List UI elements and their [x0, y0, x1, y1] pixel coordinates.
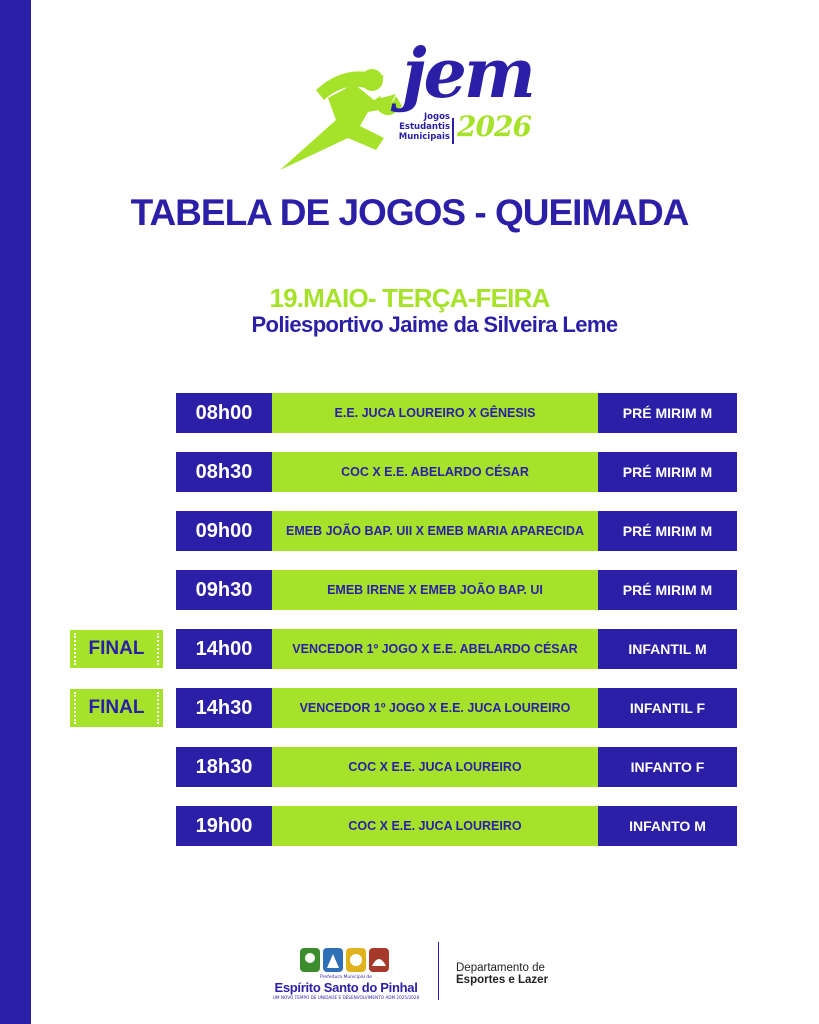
game-match: EMEB IRENE X EMEB JOÃO BAP. UI: [272, 570, 598, 610]
logo-subtitle: [384, 112, 450, 142]
game-category: PRÉ MIRIM M: [598, 511, 737, 551]
table-row: [176, 806, 737, 846]
game-match: COC X E.E. JUCA LOUREIRO: [272, 747, 598, 787]
game-time: 14h30: [176, 688, 272, 728]
footer-prefeitura: Prefeitura Municipal de: [320, 975, 372, 980]
table-row: [176, 452, 737, 492]
game-category: INFANTO M: [598, 806, 737, 846]
logo-divider: [452, 118, 454, 144]
game-category: PRÉ MIRIM M: [598, 452, 737, 492]
game-match: COC X E.E. JUCA LOUREIRO: [272, 806, 598, 846]
footer-tagline: UM NOVO TEMPO DE UNIDADE E DESENVOLVIMENTO ADM 2025/2028: [272, 995, 420, 1000]
table-row: [176, 511, 737, 551]
game-category: PRÉ MIRIM M: [598, 393, 737, 433]
game-time: 19h00: [176, 806, 272, 846]
footer-dept-line2: Esportes e Lazer: [456, 974, 549, 986]
game-time: 18h30: [176, 747, 272, 787]
footer-city-name: Espírito Santo do Pinhal: [274, 980, 418, 995]
final-badge: FINAL: [70, 689, 163, 727]
final-badge: FINAL: [70, 630, 163, 668]
table-row: [176, 747, 737, 787]
logo-year: 2026: [457, 110, 531, 143]
table-row: [176, 570, 737, 610]
event-venue: Poliesportivo Jaime da Silveira Leme: [251, 312, 618, 337]
game-time: 08h00: [176, 393, 272, 433]
game-category: PRÉ MIRIM M: [598, 570, 737, 610]
game-category: INFANTO F: [598, 747, 737, 787]
event-date: 19.MAIO- TERÇA-FEIRA: [269, 283, 550, 313]
game-time: 09h00: [176, 511, 272, 551]
city-crest-icon: [298, 944, 392, 976]
logo-sub-line: Estudantis: [399, 122, 450, 132]
logo-sub-line: Municipais: [398, 132, 450, 142]
game-match: EMEB JOÃO BAP. UII X EMEB MARIA APARECIDA: [272, 511, 598, 551]
game-match: E.E. JUCA LOUREIRO X GÊNESIS: [272, 393, 598, 433]
footer-divider: [438, 942, 439, 1000]
page-title: TABELA DE JOGOS - QUEIMADA: [130, 192, 689, 233]
footer-department: [456, 962, 548, 986]
logo-sub-line: Jogos: [424, 112, 450, 122]
game-match: VENCEDOR 1º JOGO X E.E. ABELARDO CÉSAR: [272, 629, 598, 669]
game-match: COC X E.E. ABELARDO CÉSAR: [272, 452, 598, 492]
game-time: 14h00: [176, 629, 272, 669]
game-time: 08h30: [176, 452, 272, 492]
game-category: INFANTIL F: [598, 688, 737, 728]
table-row: [176, 393, 737, 433]
left-accent-bar: [0, 0, 31, 1024]
table-row: [176, 688, 737, 728]
game-match: VENCEDOR 1º JOGO X E.E. JUCA LOUREIRO: [272, 688, 598, 728]
table-row: [176, 629, 737, 669]
logo-wordmark: jem: [402, 34, 533, 114]
game-time: 09h30: [176, 570, 272, 610]
game-category: INFANTIL M: [598, 629, 737, 669]
footer-dept-line1: Departamento de: [456, 962, 545, 974]
